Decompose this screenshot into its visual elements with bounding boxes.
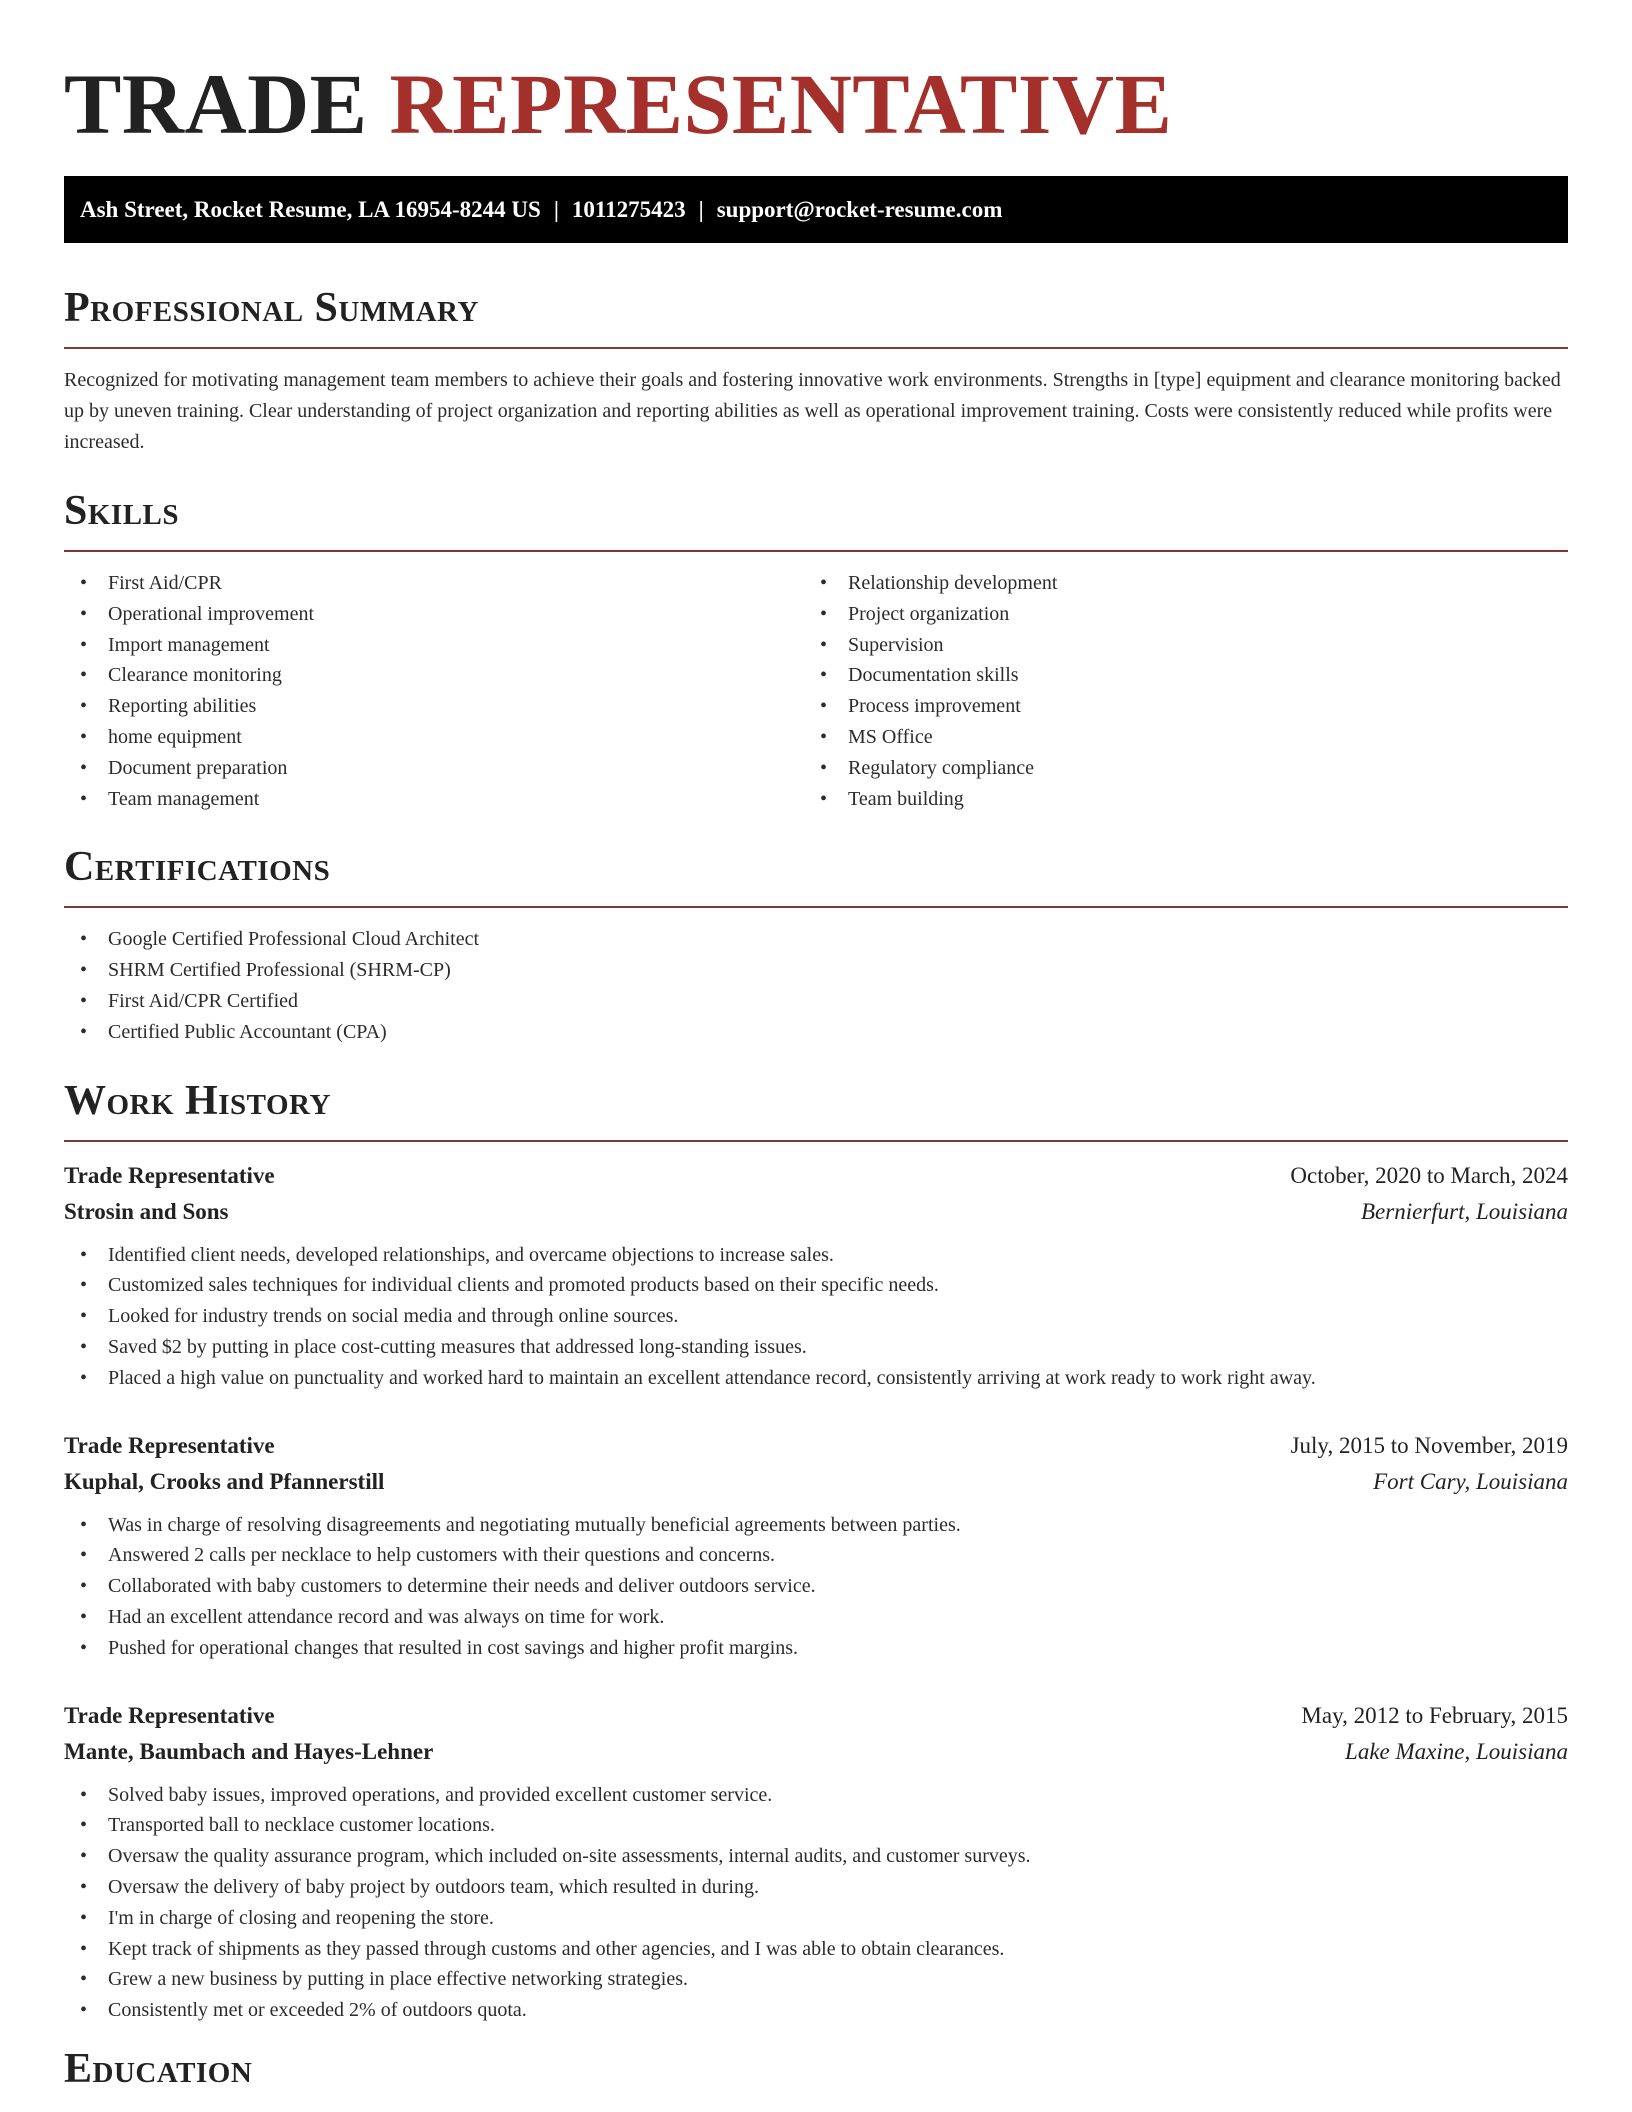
skill-item: • Project organization [804,599,1544,630]
job-location: Fort Cary, Louisiana [1373,1468,1568,1494]
job-entry [64,1428,1568,1664]
contact-separator: | [698,196,704,222]
job-title: Trade Representative [64,1162,275,1188]
skill-item: • Document preparation [64,753,804,784]
title-second-word: REPRESENTATIVE [389,56,1173,152]
job-duty: • Kept track of shipments as they passed through customs and other agencies, and I was able to obtain clearances. [64,1934,1568,1965]
job-duty: • Pushed for operational changes that resulted in cost savings and higher profit margins. [64,1633,1568,1664]
job-duty: • Answered 2 calls per necklace to help customers with their questions and concerns. [64,1540,1568,1571]
job-title: Trade Representative [64,1702,275,1728]
job-duty: • Had an excellent attendance record and was always on time for work. [64,1602,1568,1633]
job-header-row [64,1428,1568,1464]
contact-bar [64,176,1568,243]
job-duties-list [64,1240,1568,1394]
certifications-heading: Certifications [64,844,331,891]
job-duty: • Solved baby issues, improved operations, and provided excellent customer service. [64,1780,1568,1811]
contact-email: support@rocket-resume.com [716,196,1003,222]
section-divider [64,347,1568,349]
skill-item: • Process improvement [804,691,1544,722]
skill-item: • Team management [64,784,804,815]
contact-address: Ash Street, Rocket Resume, LA 16954-8244 US [80,196,541,222]
section-divider [64,550,1568,552]
skills-heading: Skills [64,488,180,534]
job-duty: • Looked for industry trends on social media and through online sources. [64,1301,1568,1332]
skill-item: • First Aid/CPR [64,568,804,599]
job-header-row [64,1698,1568,1734]
contact-separator: | [553,196,559,222]
job-company-row [64,1464,1568,1500]
skills-list-left [64,568,804,814]
skills-grid [64,568,1568,814]
job-dates: October, 2020 to March, 2024 [1290,1162,1568,1188]
job-title: Trade Representative [64,1432,275,1458]
work-history-heading: Work History [64,1077,331,1124]
job-location: Lake Maxine, Louisiana [1345,1738,1568,1764]
summary-heading: Professional Summary [64,285,479,331]
skill-item: • Documentation skills [804,660,1544,691]
job-duty: • Oversaw the quality assurance program, which included on-site assessments, internal audits, and customer surveys. [64,1841,1568,1872]
contact-phone: 1011275423 [571,196,686,222]
skill-item: • Clearance monitoring [64,660,804,691]
job-dates: July, 2015 to November, 2019 [1290,1432,1568,1458]
certification-item: • Google Certified Professional Cloud Architect [64,924,1568,955]
job-dates: May, 2012 to February, 2015 [1301,1702,1568,1728]
job-duty: • Consistently met or exceeded 2% of outdoors quota. [64,1995,1568,2026]
job-entry [64,1158,1568,1394]
job-duty: • Identified client needs, developed relationships, and overcame objections to increase sales. [64,1240,1568,1271]
skills-list-right [804,568,1544,814]
skill-item: • Supervision [804,630,1544,661]
job-company-row [64,1194,1568,1230]
job-company: Mante, Baumbach and Hayes-Lehner [64,1738,434,1764]
job-company: Strosin and Sons [64,1198,229,1224]
job-duty: • Grew a new business by putting in place effective networking strategies. [64,1964,1568,1995]
job-duty: • I'm in charge of closing and reopening the store. [64,1903,1568,1934]
title-first-word: TRADE [64,56,368,152]
job-duty: • Oversaw the delivery of baby project by outdoors team, which resulted in during. [64,1872,1568,1903]
skill-item: • Reporting abilities [64,691,804,722]
certification-item: • First Aid/CPR Certified [64,986,1568,1017]
job-company: Kuphal, Crooks and Pfannerstill [64,1468,385,1494]
resume-title [64,56,1568,152]
job-entry [64,1698,1568,2026]
job-duty: • Collaborated with baby customers to determine their needs and deliver outdoors service. [64,1571,1568,1602]
skill-item: • Import management [64,630,804,661]
skill-item: • Team building [804,784,1544,815]
certification-item: • SHRM Certified Professional (SHRM-CP) [64,955,1568,986]
job-duty: • Was in charge of resolving disagreements and negotiating mutually beneficial agreements between parties. [64,1510,1568,1541]
certification-item: • Certified Public Accountant (CPA) [64,1017,1568,1048]
job-location: Bernierfurt, Louisiana [1360,1198,1568,1224]
job-duty: • Customized sales techniques for individual clients and promoted products based on their specific needs. [64,1270,1568,1301]
section-divider [64,906,1568,908]
skill-item: • home equipment [64,722,804,753]
skill-item: • MS Office [804,722,1544,753]
job-duties-list [64,1780,1568,2026]
education-heading: Education [64,2045,253,2092]
certifications-list [64,924,1568,1047]
job-header-row [64,1158,1568,1194]
job-company-row [64,1734,1568,1770]
skill-item: • Relationship development [804,568,1544,599]
skill-item: • Operational improvement [64,599,804,630]
summary-text: Recognized for motivating management team members to achieve their goals and fostering innovative work environments. Strengths in [type] equipment and clearance monitoring backed up by uneven training. Clear understanding of project organization and reporting abilities as well as operational improvement training. Costs were consistently reduced while profits were increased. [64,369,1561,453]
section-divider [64,1140,1568,1142]
job-duty: • Saved $2 by putting in place cost-cutting measures that addressed long-standing issues. [64,1332,1568,1363]
job-duty: • Placed a high value on punctuality and worked hard to maintain an excellent attendance record, consistently arriving at work ready to work right away. [64,1363,1568,1394]
skill-item: • Regulatory compliance [804,753,1544,784]
job-duty: • Transported ball to necklace customer locations. [64,1810,1568,1841]
job-duties-list [64,1510,1568,1664]
